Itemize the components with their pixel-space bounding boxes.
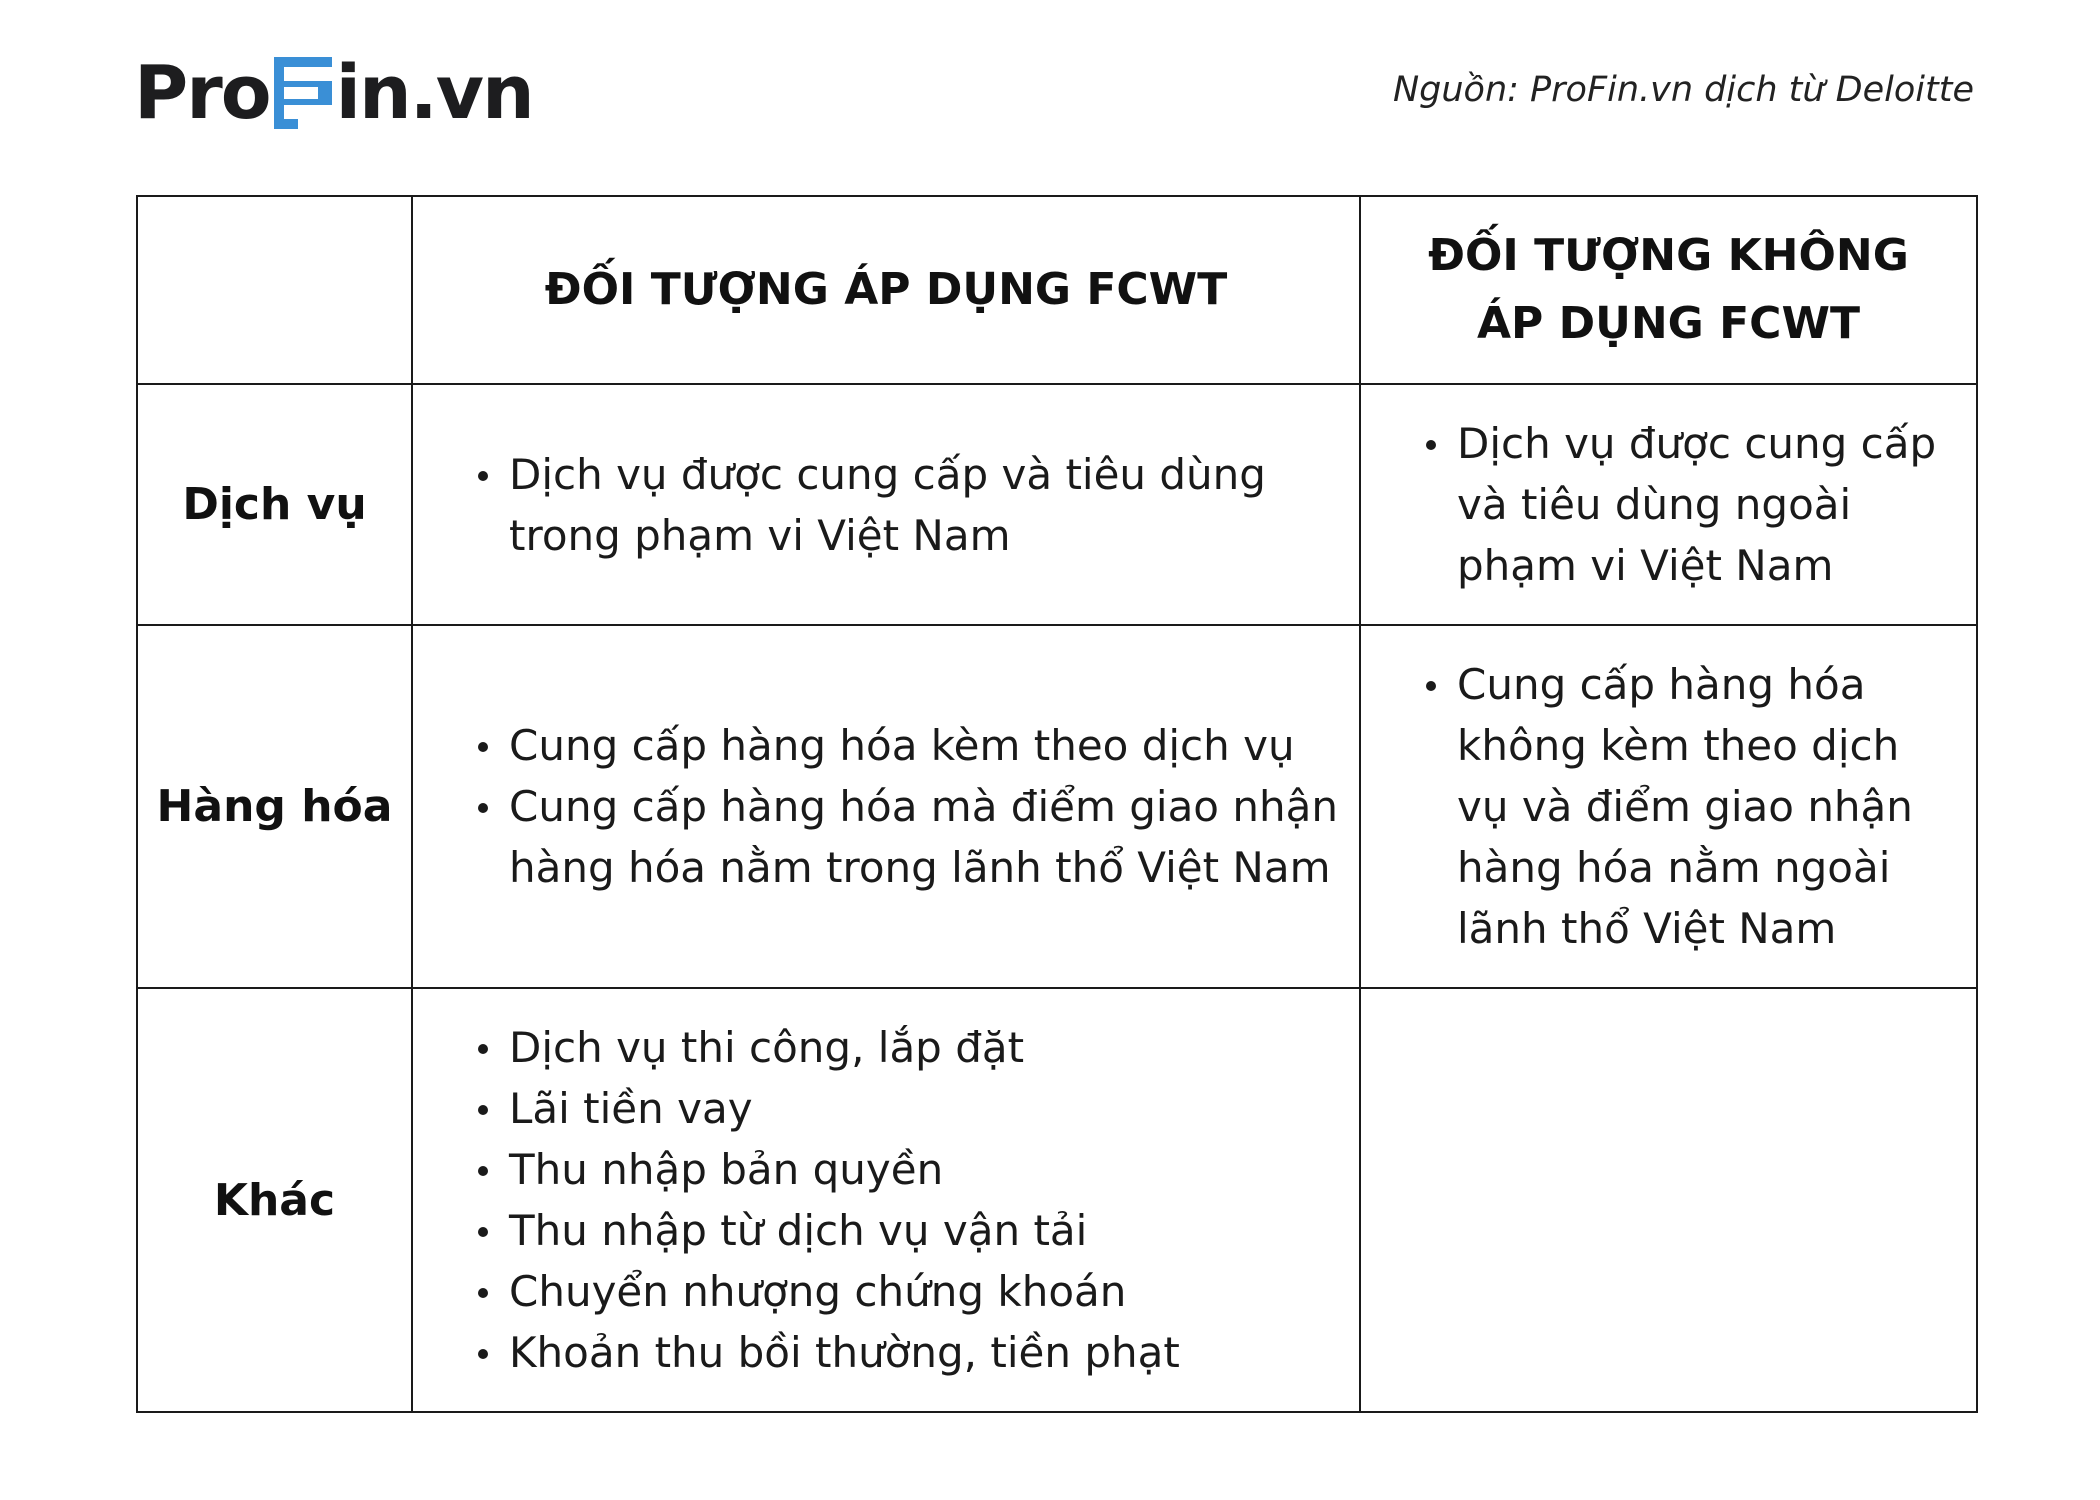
cell-not-applicable-goods — [1360, 625, 1977, 988]
profin-logo — [134, 48, 533, 138]
logo-text-pro: Pro — [134, 50, 270, 136]
bullet-list — [1361, 654, 1976, 959]
cell-not-applicable-other — [1360, 988, 1977, 1412]
row-label-services: Dịch vụ — [137, 384, 412, 625]
table-header-row — [137, 196, 1977, 384]
cell-not-applicable-services — [1360, 384, 1977, 625]
bullet-list — [413, 715, 1359, 898]
bullet-list — [413, 444, 1359, 566]
list-item: Thu nhập từ dịch vụ vận tải — [509, 1200, 1359, 1261]
list-item: Cung cấp hàng hóa kèm theo dịch vụ — [509, 715, 1359, 776]
cell-applicable-services — [412, 384, 1360, 625]
list-item: Dịch vụ được cung cấp và tiêu dùng ngoài phạm vi Việt Nam — [1457, 413, 1946, 596]
list-item: Dịch vụ thi công, lắp đặt — [509, 1017, 1359, 1078]
list-item: Cung cấp hàng hóa không kèm theo dịch vụ và điểm giao nhận hàng hóa nằm ngoài lãnh thổ Việt Nam — [1457, 654, 1946, 959]
fcwt-table — [136, 195, 1978, 1413]
list-item: Thu nhập bản quyền — [509, 1139, 1359, 1200]
table-row — [137, 625, 1977, 988]
list-item: Khoản thu bồi thường, tiền phạt — [509, 1322, 1359, 1383]
list-item: Lãi tiền vay — [509, 1078, 1359, 1139]
cell-applicable-goods — [412, 625, 1360, 988]
row-label-other: Khác — [137, 988, 412, 1412]
bullet-list — [1361, 413, 1976, 596]
table-row — [137, 988, 1977, 1412]
cell-applicable-other — [412, 988, 1360, 1412]
list-item: Cung cấp hàng hóa mà điểm giao nhận hàng hóa nằm trong lãnh thổ Việt Nam — [509, 776, 1359, 898]
source-note: Nguồn: ProFin.vn dịch từ Deloitte — [1392, 70, 1974, 110]
logo-text-finvn: in.vn — [335, 50, 533, 136]
header-cell-empty — [137, 196, 412, 384]
list-item: Chuyển nhượng chứng khoán — [509, 1261, 1359, 1322]
header-not-applicable: ĐỐI TƯỢNG KHÔNG ÁP DỤNG FCWT — [1360, 196, 1977, 384]
bullet-list — [413, 1017, 1359, 1383]
row-label-goods: Hàng hóa — [137, 625, 412, 988]
table-row — [137, 384, 1977, 625]
logo-f-icon — [274, 57, 332, 129]
header-applicable: ĐỐI TƯỢNG ÁP DỤNG FCWT — [412, 196, 1360, 384]
list-item: Dịch vụ được cung cấp và tiêu dùng trong phạm vi Việt Nam — [509, 444, 1359, 566]
